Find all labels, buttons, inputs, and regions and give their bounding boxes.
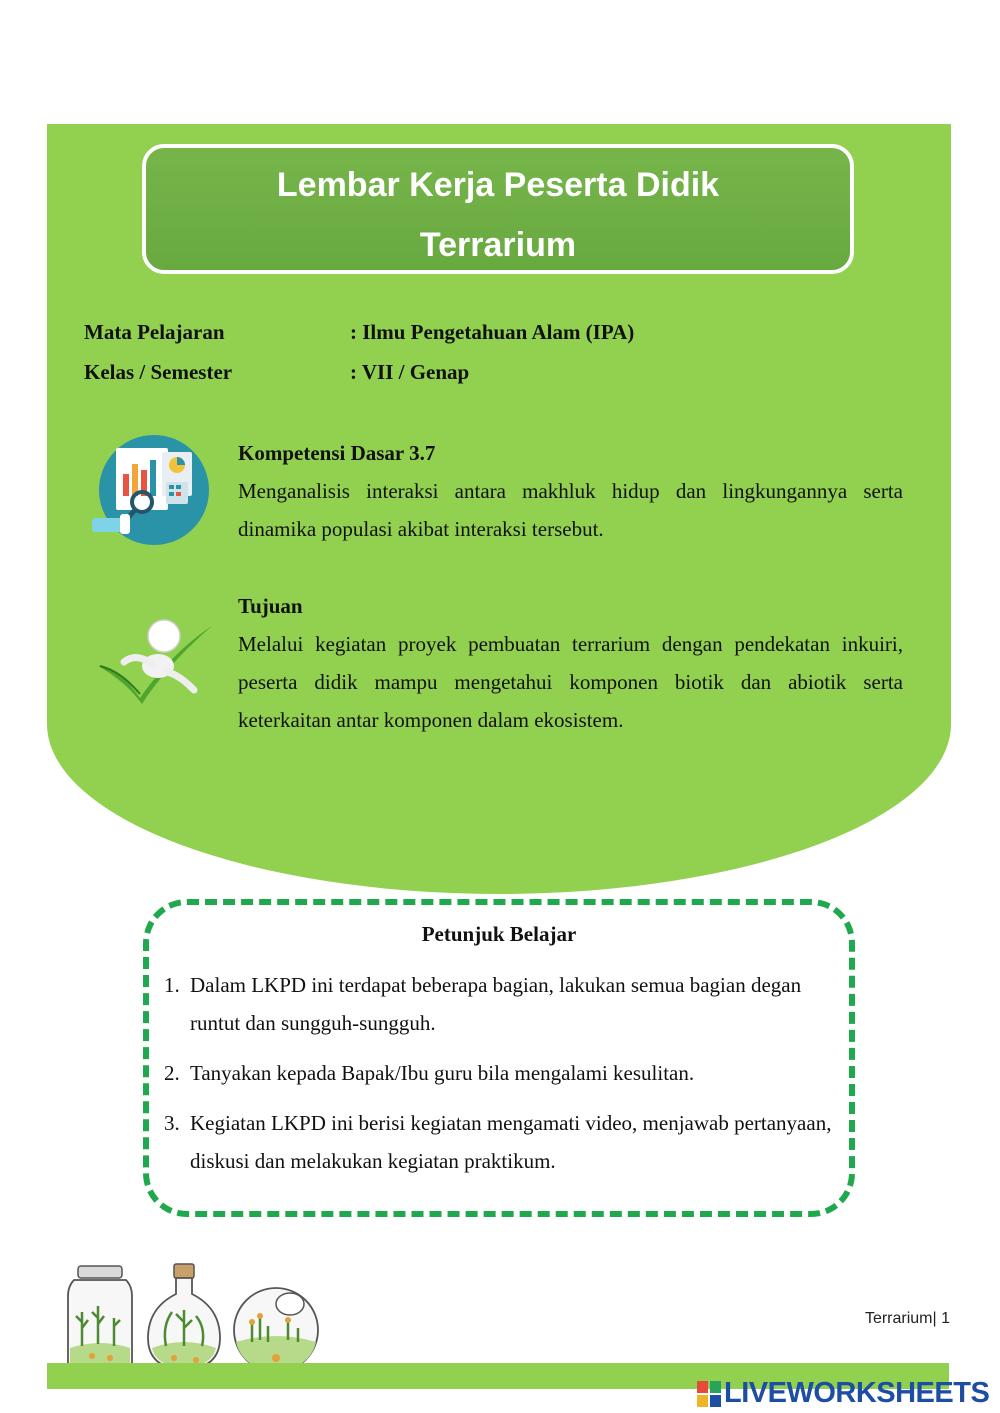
list-item-number: 1.	[164, 973, 180, 997]
instructions-title: Petunjuk Belajar	[421, 922, 577, 946]
list-item-text: Kegiatan LKPD ini berisi kegiatan mengamati video, menjawab pertanyaan, diskusi dan melakukan kegiatan praktikum.	[190, 1111, 832, 1173]
list-item-number: 3.	[164, 1111, 180, 1135]
title-banner	[142, 144, 854, 274]
class-label: Kelas / Semester	[84, 360, 233, 384]
subject-label: Mata Pelajaran	[84, 320, 225, 344]
terrarium-jars-illustration	[62, 1262, 324, 1374]
class-value: : VII / Genap	[350, 360, 470, 384]
kompetensi-heading: Kompetensi Dasar 3.7	[238, 441, 436, 465]
checkmark-person-icon	[96, 614, 214, 706]
instructions-list	[164, 966, 834, 1192]
list-item	[164, 966, 834, 1042]
liveworksheets-icon	[697, 1381, 721, 1407]
list-item-text: Tanyakan kepada Bapak/Ibu guru bila mengalami kesulitan.	[190, 1061, 695, 1085]
page-subtitle: Terrarium	[419, 226, 577, 264]
page-title: Lembar Kerja Peserta Didik	[276, 166, 720, 204]
liveworksheets-logo	[697, 1377, 997, 1411]
tujuan-text: Melalui kegiatan proyek pembuatan terrarium dengan pendekatan inkuiri, peserta didik mampu mengetahui komponen biotik dan abiotik serta keterkaitan antar komponen dalam ekosistem.	[238, 632, 903, 732]
tujuan-heading: Tujuan	[238, 594, 303, 618]
analytics-report-icon	[90, 434, 212, 548]
subject-value: : Ilmu Pengetahuan Alam (IPA)	[350, 320, 635, 344]
liveworksheets-watermark: LIVEWORKSHEETS	[724, 1377, 990, 1409]
page-number-label: Terrarium| 1	[864, 1310, 950, 1327]
list-item	[164, 1054, 834, 1092]
list-item-text: Dalam LKPD ini terdapat beberapa bagian, lakukan semua bagian degan runtut dan sungguh-sungguh.	[190, 973, 802, 1035]
kompetensi-text: Menganalisis interaksi antara makhluk hidup dan lingkungannya serta dinamika populasi akibat interaksi tersebut.	[238, 479, 903, 541]
list-item-number: 2.	[164, 1061, 180, 1085]
list-item	[164, 1104, 834, 1180]
